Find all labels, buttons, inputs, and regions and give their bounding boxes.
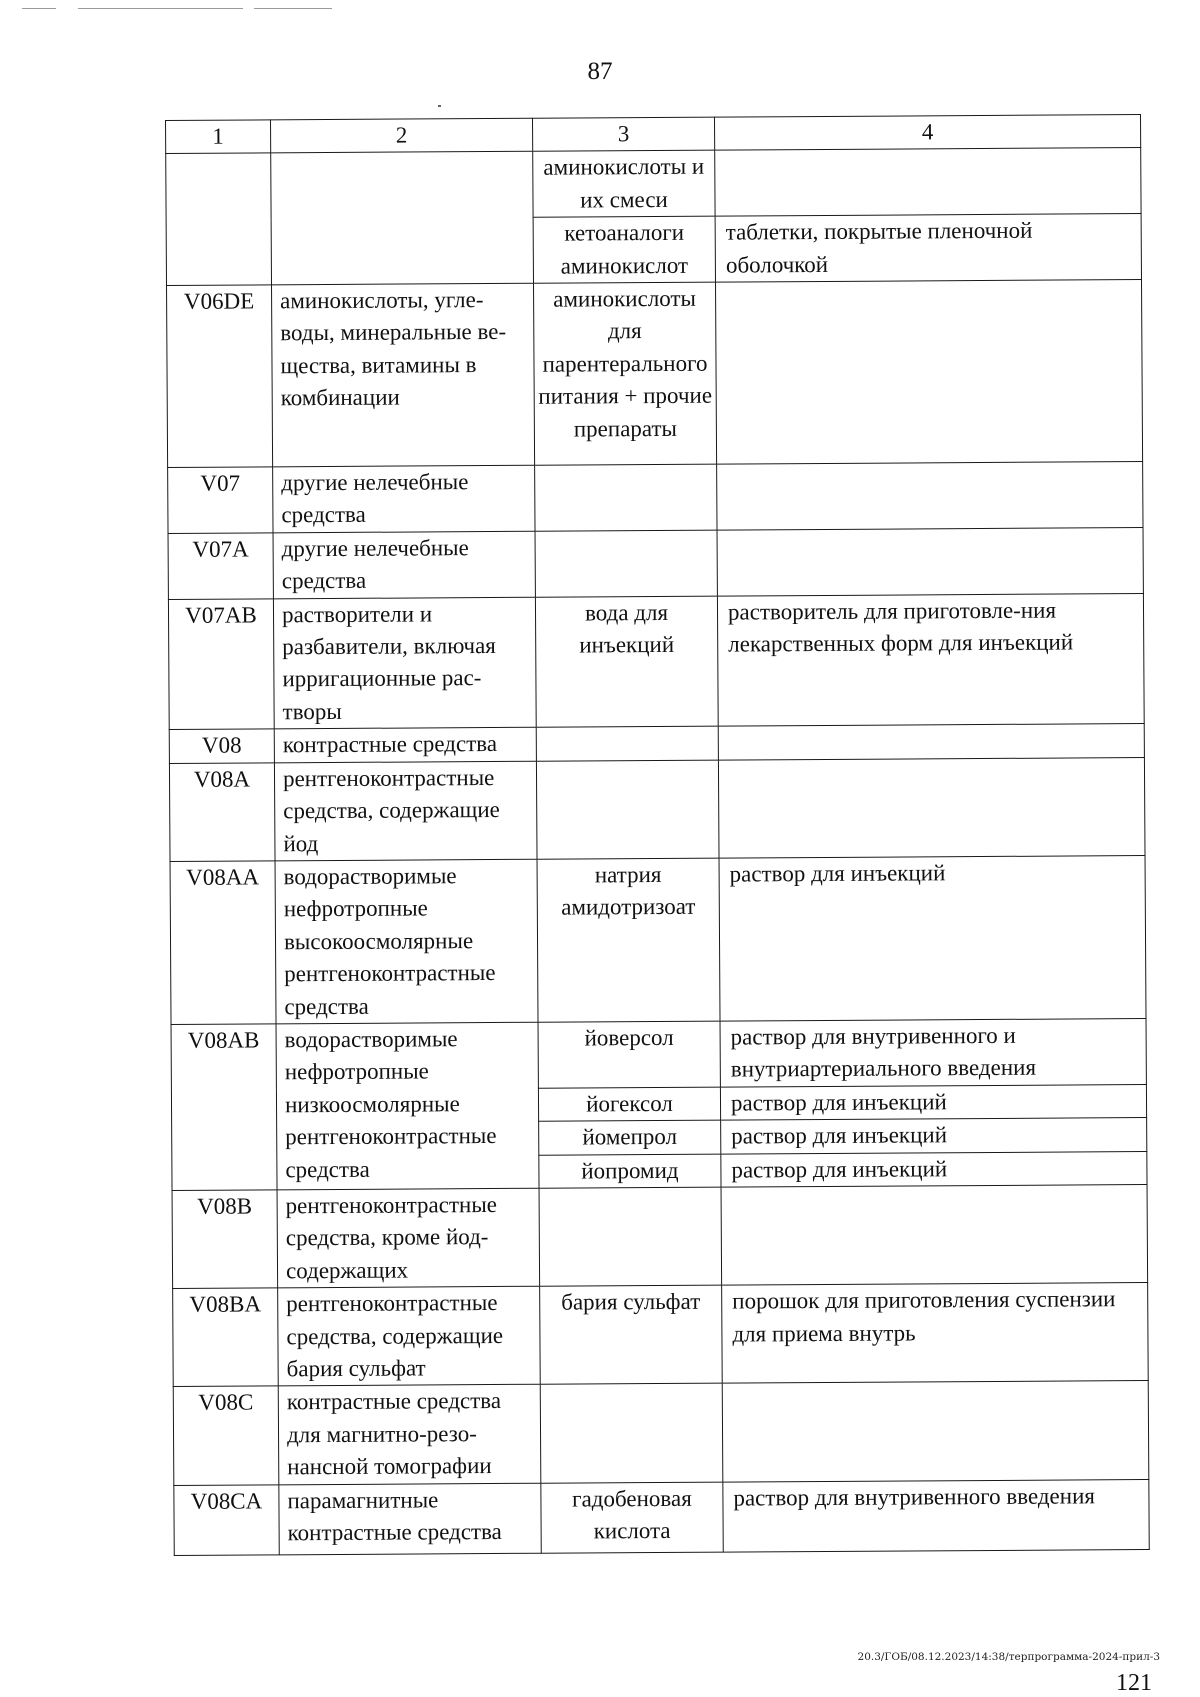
anatomical-group-cell: рентгеноконтрастные средства, кроме йод-содержащих xyxy=(277,1188,540,1288)
table-row xyxy=(168,593,1144,730)
table-row xyxy=(167,280,1143,468)
atc-code-cell: V07A xyxy=(168,533,273,599)
dosage-form-cell: раствор для внутривенного введения xyxy=(723,1479,1149,1552)
atc-code-cell: V08AB xyxy=(171,1024,277,1191)
header-cell-3: 3 xyxy=(532,117,714,152)
dosage-form-cell: растворитель для приготовле-ния лекарственных форм для инъекций xyxy=(717,593,1144,726)
dosage-form-cell: раствор для инъекций xyxy=(719,855,1146,1021)
anatomical-group-cell: контрастные средства xyxy=(274,728,536,763)
atc-code-cell xyxy=(166,153,272,285)
atc-code-cell: V06DE xyxy=(167,285,273,468)
dosage-form-cell: раствор для инъекций xyxy=(720,1084,1146,1120)
drug-name-cell: бария сульфат xyxy=(540,1285,723,1384)
header-cell-4: 4 xyxy=(714,115,1140,151)
anatomical-group-cell: водорастворимые нефротропные высокоосмолярные рентгеноконтрастные средства xyxy=(275,859,538,1024)
drug-name-cell xyxy=(536,726,718,761)
dosage-form-cell xyxy=(722,1381,1149,1482)
table-row xyxy=(171,1018,1146,1090)
table-row xyxy=(170,855,1146,1024)
drug-name-cell: йомепрол xyxy=(539,1120,721,1155)
atc-code-cell: V08 xyxy=(169,729,274,763)
drug-name-cell: йопромид xyxy=(539,1154,721,1189)
drug-name-cell: йоверсол xyxy=(538,1021,720,1088)
atc-code-cell: V08AA xyxy=(170,861,276,1025)
drug-name-cell xyxy=(540,1384,723,1483)
drug-list-table xyxy=(165,114,1150,1556)
header-cell-1: 1 xyxy=(166,120,271,154)
header-cell-2: 2 xyxy=(271,118,533,153)
table-row xyxy=(168,462,1143,534)
dosage-form-cell xyxy=(716,280,1143,465)
drug-name-cell: натрия амидотризоат xyxy=(537,858,720,1022)
drug-name-cell: аминокислоты и их смеси xyxy=(533,151,715,218)
drug-name-cell: вода для инъекций xyxy=(535,596,718,728)
anatomical-group-cell: рентгеноконтрастные средства, содержащие йод xyxy=(274,761,537,861)
dosage-form-cell xyxy=(721,1184,1148,1285)
footer-page-number: 121 xyxy=(1116,1670,1152,1696)
dosage-form-cell xyxy=(715,148,1141,216)
table-row xyxy=(173,1381,1149,1485)
table-row xyxy=(169,757,1145,861)
atc-code-cell: V08A xyxy=(169,763,275,862)
atc-code-cell: V07AB xyxy=(168,599,274,730)
dosage-form-cell xyxy=(717,527,1143,595)
dosage-form-cell xyxy=(718,724,1144,760)
drug-name-cell xyxy=(535,530,717,597)
atc-code-cell: V07 xyxy=(168,467,273,533)
anatomical-group-cell: парамагнитные контрастные средства xyxy=(279,1483,541,1555)
anatomical-group-cell: рентгеноконтрастные средства, содержащие бария сульфат xyxy=(278,1286,541,1386)
table-row xyxy=(172,1184,1148,1288)
table-row xyxy=(173,1283,1149,1387)
drug-name-cell: кетоаналоги аминокислот xyxy=(533,216,715,283)
anatomical-group-cell: контрастные средства для магнитно-резо-нансной томографии xyxy=(278,1385,541,1485)
dosage-form-cell: раствор для внутривенного и внутриартериального введения xyxy=(720,1018,1146,1086)
scan-speck xyxy=(438,105,441,107)
anatomical-group-cell: другие нелечебные средства xyxy=(273,465,535,532)
anatomical-group-cell xyxy=(271,152,534,285)
table-body xyxy=(166,115,1150,1556)
anatomical-group-cell: другие нелечебные средства xyxy=(273,531,535,598)
dosage-form-cell: порошок для приготовления суспензии для приема внутрь xyxy=(722,1283,1149,1384)
table-row xyxy=(166,148,1141,220)
drug-name-cell: гадобеновая кислота xyxy=(541,1482,723,1553)
drug-name-cell xyxy=(539,1187,722,1286)
drug-name-cell xyxy=(535,464,717,531)
table-row xyxy=(174,1479,1149,1555)
anatomical-group-cell: растворители и разбавители, включая ирригационные рас-творы xyxy=(273,597,536,729)
drug-name-cell xyxy=(536,760,719,859)
atc-code-cell: V08CA xyxy=(174,1484,279,1555)
dosage-form-cell xyxy=(717,462,1143,530)
drug-name-cell: аминокислоты для парентерального питания + прочие препараты xyxy=(534,282,717,465)
anatomical-group-cell: водорастворимые нефротропные низкоосмолярные рентгеноконтрастные средства xyxy=(276,1022,539,1190)
anatomical-group-cell: аминокислоты, угле-воды, минеральные ве-щества, витамины в комбинации xyxy=(272,283,535,467)
atc-code-cell: V08B xyxy=(172,1190,278,1289)
dosage-form-cell xyxy=(718,757,1145,858)
atc-code-cell: V08BA xyxy=(173,1288,279,1387)
document-code: 20.3/ГОБ/08.12.2023/14:38/терпрограмма-2024-прил-3 xyxy=(857,1651,1160,1663)
table-row xyxy=(168,527,1143,599)
atc-code-cell: V08C xyxy=(173,1386,279,1485)
dosage-form-cell: раствор для инъекций xyxy=(721,1151,1147,1187)
dosage-form-cell: раствор для инъекций xyxy=(721,1118,1147,1154)
scan-header-marks xyxy=(22,8,362,12)
dosage-form-cell: таблетки, покрытые пленочной оболочкой xyxy=(715,214,1141,282)
drug-name-cell: йогексол xyxy=(538,1087,720,1122)
page-number: 87 xyxy=(587,58,613,85)
